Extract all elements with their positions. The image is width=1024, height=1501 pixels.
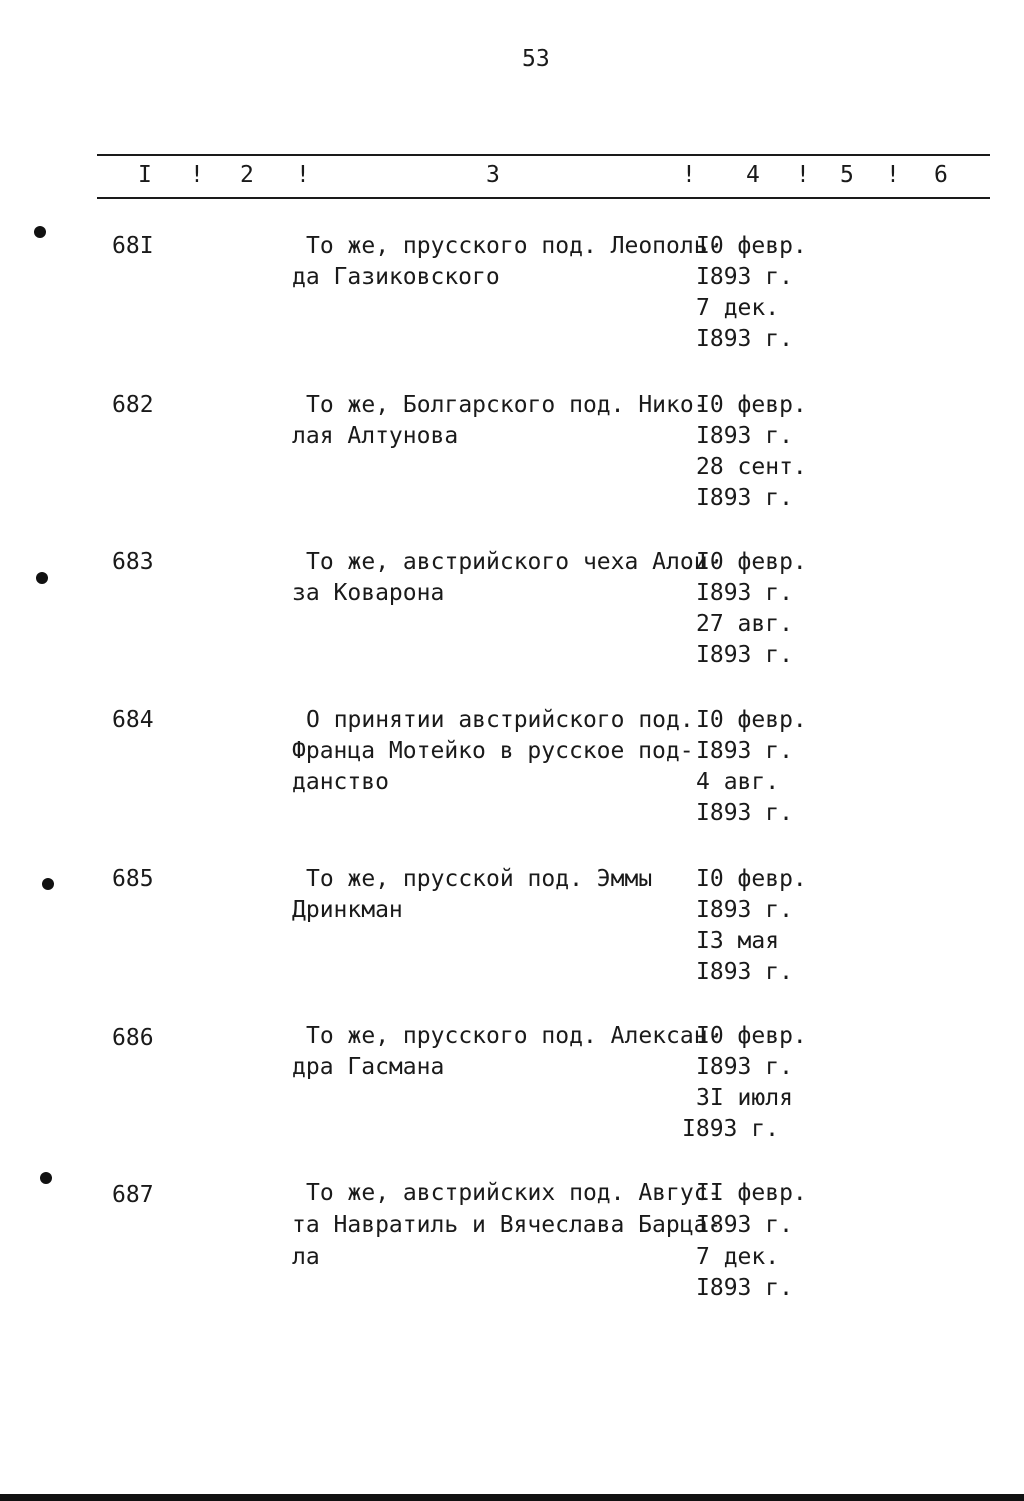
page-bottom-edge — [0, 1494, 1024, 1501]
entry-date-line: I893 г. — [696, 642, 793, 668]
entry-description-line: та Навратиль и Вячеслава Барца- — [292, 1212, 722, 1238]
entry-date-line: I893 г. — [696, 959, 793, 985]
column-separator: ! — [296, 162, 310, 188]
binding-hole-mark — [36, 572, 48, 584]
entry-number: 682 — [112, 392, 154, 418]
entry-description-line: То же, прусского под. Леополь- — [306, 233, 722, 259]
entry-description-line: за Коварона — [292, 580, 445, 606]
entry-date-line: I893 г. — [696, 738, 793, 764]
entry-date-line: 4 авг. — [696, 769, 780, 795]
entry-date-line: I893 г. — [696, 264, 793, 290]
entry-date-line: I893 г. — [682, 1116, 779, 1142]
entry-number: 684 — [112, 707, 154, 733]
binding-hole-mark — [34, 226, 46, 238]
column-header-2: 2 — [240, 162, 254, 188]
entry-date-line: I893 г. — [696, 326, 793, 352]
entry-date-line: I893 г. — [696, 423, 793, 449]
entry-date-line: I0 февр. — [696, 392, 807, 418]
entry-description-line: дра Гасмана — [292, 1054, 445, 1080]
column-header-4: 4 — [746, 162, 760, 188]
entry-date-line: I0 февр. — [696, 707, 807, 733]
column-header-3: 3 — [486, 162, 500, 188]
entry-description-line: То же, австрийских под. Авгус- — [306, 1180, 722, 1206]
entry-description-line: ла — [292, 1244, 320, 1270]
entry-number: 685 — [112, 866, 154, 892]
entry-date-line: I0 февр. — [696, 866, 807, 892]
header-top-rule — [97, 154, 990, 156]
entry-description-line: да Газиковского — [292, 264, 500, 290]
column-separator: ! — [190, 162, 204, 188]
entry-number: 683 — [112, 549, 154, 575]
entry-date-line: 3I июля — [696, 1085, 793, 1111]
entry-date-line: 7 дек. — [696, 295, 780, 321]
entry-date-line: I0 февр. — [696, 233, 807, 259]
entry-date-line: I893 г. — [696, 1275, 793, 1301]
entry-date-line: I0 февр. — [696, 1023, 807, 1049]
column-separator: ! — [796, 162, 810, 188]
entry-date-line: I893 г. — [696, 800, 793, 826]
binding-hole-mark — [42, 878, 54, 890]
header-bottom-rule — [97, 197, 990, 199]
entry-description-line: данство — [292, 769, 389, 795]
entry-description-line: лая Алтунова — [292, 423, 459, 449]
entry-date-line: 28 сент. — [696, 454, 807, 480]
column-header-5: 5 — [840, 162, 854, 188]
entry-description-line: То же, прусской под. Эммы — [306, 866, 653, 892]
entry-date-line: I893 г. — [696, 1054, 793, 1080]
entry-date-line: I0 февр. — [696, 549, 807, 575]
column-separator: ! — [682, 162, 696, 188]
entry-date-line: I893 г. — [696, 485, 793, 511]
entry-description-line: Дринкман — [292, 897, 403, 923]
entry-number: 687 — [112, 1182, 154, 1208]
entry-description-line: О принятии австрийского под. — [306, 707, 694, 733]
entry-date-line: 7 дек. — [696, 1244, 780, 1270]
entry-description-line: Франца Мотейко в русское под- — [292, 738, 694, 764]
column-header-1: I — [138, 162, 152, 188]
entry-date-line: II февр. — [696, 1180, 807, 1206]
binding-hole-mark — [40, 1172, 52, 1184]
page-number: 53 — [522, 46, 550, 72]
entry-date-line: I893 г. — [696, 580, 793, 606]
entry-description-line: То же, австрийского чеха Алои- — [306, 549, 722, 575]
column-header-6: 6 — [934, 162, 948, 188]
entry-description-line: То же, прусского под. Алексан- — [306, 1023, 722, 1049]
entry-date-line: I893 г. — [696, 897, 793, 923]
entry-date-line: 27 авг. — [696, 611, 793, 637]
entry-date-line: I893 г. — [696, 1212, 793, 1238]
entry-number: 68I — [112, 233, 154, 259]
column-separator: ! — [886, 162, 900, 188]
entry-number: 686 — [112, 1025, 154, 1051]
entry-date-line: I3 мая — [696, 928, 780, 954]
entry-description-line: То же, Болгарского под. Нико- — [306, 392, 708, 418]
